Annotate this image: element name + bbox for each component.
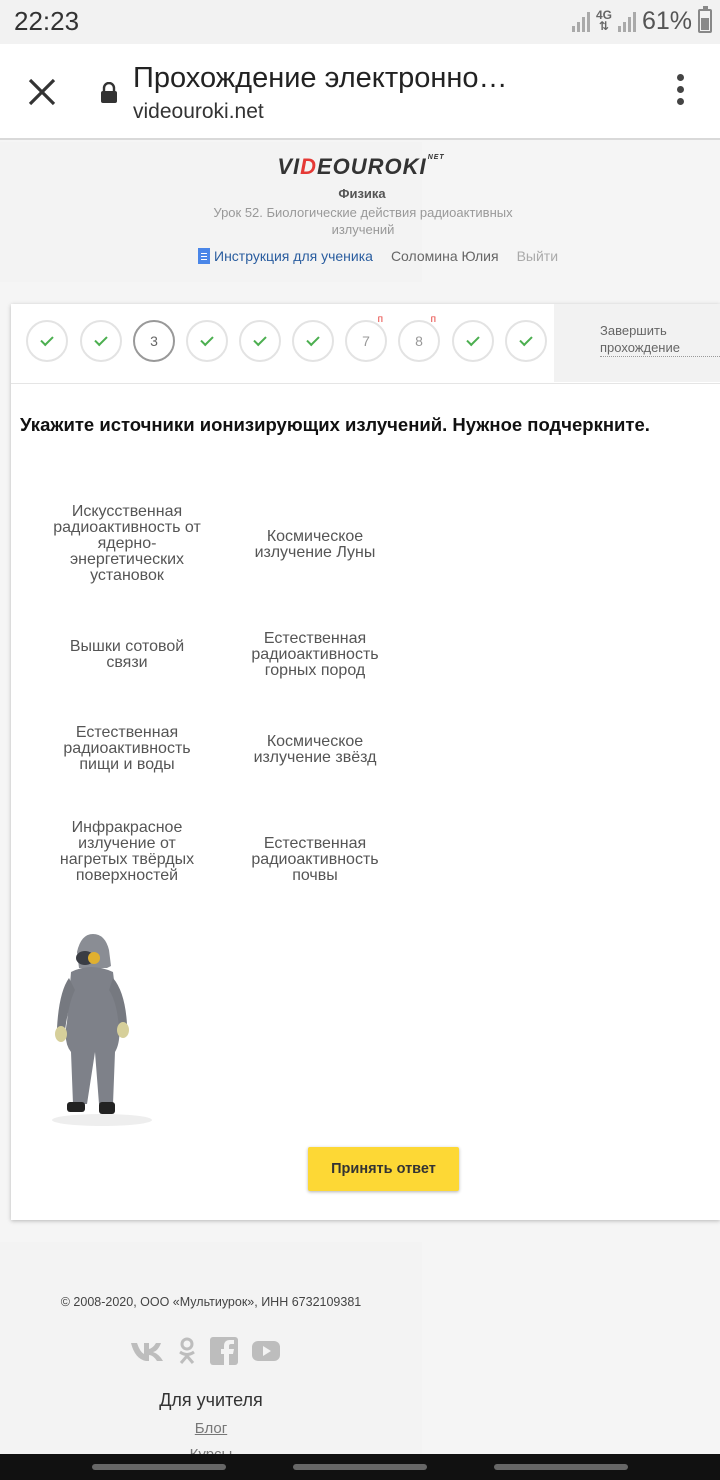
- check-icon: [306, 333, 319, 346]
- lock-icon: [99, 82, 119, 104]
- answer-option[interactable]: Искусственная радиоактивность от ядерно-энергетических установок: [53, 503, 201, 584]
- social-links: [130, 1336, 300, 1366]
- youtube-icon[interactable]: [252, 1341, 280, 1361]
- step-5[interactable]: [239, 320, 281, 362]
- submit-answer-button[interactable]: Принять ответ: [308, 1147, 459, 1191]
- signal-icon: [618, 10, 636, 32]
- status-bar: [0, 0, 720, 44]
- step-8[interactable]: [398, 314, 440, 362]
- subject-label: Физика: [338, 186, 386, 201]
- answer-option[interactable]: Космическое излучение звёзд: [253, 733, 377, 766]
- step-number: 3: [150, 333, 158, 349]
- answer-option[interactable]: Космическое излучение Луны: [254, 528, 376, 561]
- user-name: Соломина Юлия: [390, 248, 499, 264]
- check-icon: [40, 333, 53, 346]
- vk-icon[interactable]: [130, 1340, 164, 1362]
- page-title: Прохождение электронно…: [133, 62, 508, 94]
- page-url[interactable]: videouroki.net: [133, 100, 264, 123]
- user-row: [198, 248, 618, 264]
- nav-recents[interactable]: [92, 1464, 226, 1470]
- blog-link[interactable]: Блог: [194, 1420, 228, 1437]
- check-icon: [466, 333, 479, 346]
- answer-option[interactable]: Вышки сотовой связи: [69, 638, 185, 671]
- system-nav-bar: [0, 1454, 720, 1480]
- nav-back[interactable]: [494, 1464, 628, 1470]
- question-text: Укажите источники ионизирующих излучений. Нужное подчеркните.: [20, 414, 650, 435]
- more-vert-icon[interactable]: [672, 74, 688, 108]
- answer-option[interactable]: Естественная радиоактивность пищи и воды: [63, 724, 191, 773]
- site-footer: [0, 1242, 422, 1462]
- step-7[interactable]: [345, 314, 387, 362]
- finish-label: Завершить прохождение: [600, 322, 720, 357]
- answer-option[interactable]: Инфракрасное излучение от нагретых твёрдых поверхностей: [59, 819, 195, 884]
- skipped-marker: п: [430, 314, 436, 325]
- step-6[interactable]: [292, 320, 334, 362]
- instruction-link[interactable]: Инструкция для ученика: [214, 248, 373, 264]
- step-2[interactable]: [80, 320, 122, 362]
- status-icons: [572, 6, 712, 36]
- for-teacher-heading: Для учителя: [159, 1390, 263, 1410]
- hazmat-suit-image: [47, 932, 157, 1128]
- step-number: 8: [415, 333, 423, 349]
- steps-bar: [11, 304, 720, 384]
- step-4[interactable]: [186, 320, 228, 362]
- signal-icon: [572, 10, 590, 32]
- battery-icon: [698, 9, 712, 33]
- copyright-text: © 2008-2020, ООО «Мультиурок», ИНН 6732109381: [60, 1295, 362, 1309]
- facebook-icon[interactable]: [210, 1337, 238, 1365]
- step-number: 7: [362, 333, 370, 349]
- network-label: 4G: [595, 8, 612, 22]
- nav-home[interactable]: [293, 1464, 427, 1470]
- check-icon: [94, 333, 107, 346]
- answer-option[interactable]: Естественная радиоактивность горных пород: [251, 630, 379, 679]
- battery-percent: 61%: [641, 6, 692, 35]
- odnoklassniki-icon[interactable]: [178, 1337, 196, 1365]
- network-4g-icon: 4G ⇅: [595, 8, 612, 33]
- step-3[interactable]: [133, 320, 175, 362]
- skipped-marker: п: [377, 314, 383, 325]
- lesson-title: Урок 52. Биологические действия радиоактивных излучений: [213, 205, 513, 237]
- step-10[interactable]: [505, 320, 547, 362]
- site-logo[interactable]: $VIDEOUROKI^{NET}$: [277, 154, 445, 179]
- step-1[interactable]: [26, 320, 68, 362]
- logout-link[interactable]: Выйти: [516, 248, 559, 264]
- document-icon: [198, 248, 210, 264]
- close-icon[interactable]: [26, 76, 58, 108]
- check-icon: [253, 333, 266, 346]
- check-icon: [200, 333, 213, 346]
- answer-option[interactable]: Естественная радиоактивность почвы: [251, 835, 379, 884]
- status-time: 22:23: [14, 6, 80, 36]
- test-card: [11, 304, 720, 1220]
- browser-toolbar: [0, 44, 720, 140]
- step-9[interactable]: [452, 320, 494, 362]
- site-header: [0, 142, 559, 282]
- finish-button[interactable]: [554, 304, 720, 382]
- check-icon: [519, 333, 532, 346]
